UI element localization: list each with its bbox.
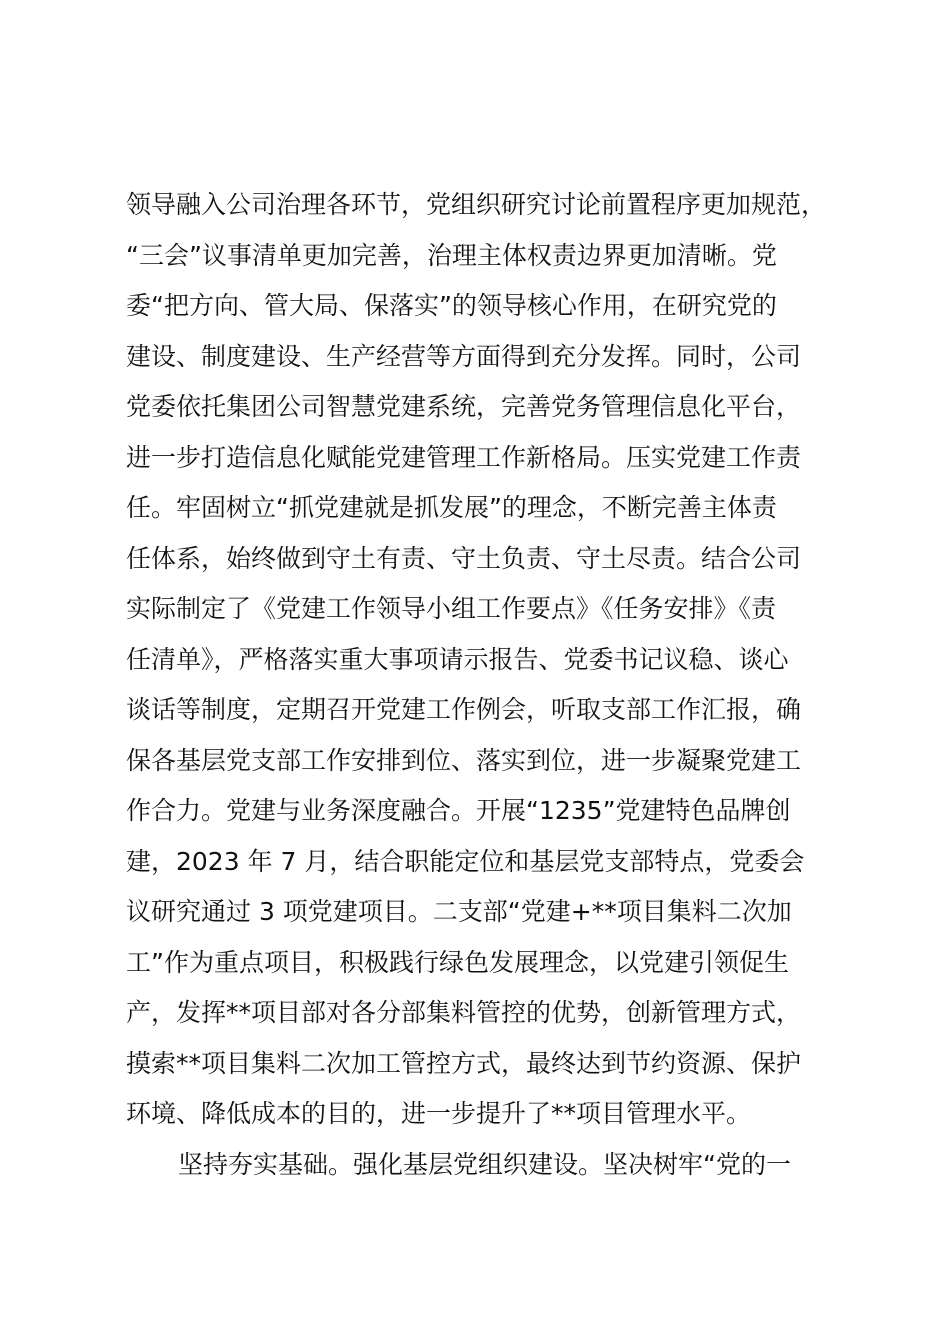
text-line: 产，发挥**项目部对各分部集料管控的优势，创新管理方式， — [126, 998, 802, 1027]
text-line: 摸索**项目集料二次加工管控方式，最终达到节约资源、保护 — [126, 1048, 802, 1078]
text-line: 任清单》，严格落实重大事项请示报告、党委书记议稳、谈心 — [126, 644, 789, 674]
text-line: 环境、降低成本的目的，进一步提升了**项目管理水平。 — [126, 1099, 752, 1128]
text-line: 作合力。党建与业务深度融合。开展“1235”党建特色品牌创 — [126, 796, 791, 825]
text-line: 坚持夯实基础。强化基层党组织建设。坚决树牢“党的一 — [178, 1149, 791, 1179]
text-line: 谈话等制度，定期召开党建工作例会，听取支部工作汇报，确 — [126, 695, 802, 724]
text-line: 任体系，始终做到守土有责、守土负责、守土尽责。结合公司 — [126, 543, 802, 573]
text-line: 进一步打造信息化赋能党建管理工作新格局。压实党建工作责 — [126, 442, 802, 472]
text-line: 任。牢固树立“抓党建就是抓发展”的理念，不断完善主体责 — [126, 493, 777, 522]
text-line: 议研究通过 3 项党建项目。二支部“党建+**项目集料二次加 — [126, 897, 792, 926]
text-line: 建，2023 年 7 月，结合职能定位和基层党支部特点，党委会 — [126, 846, 805, 876]
text-line: 领导融入公司治理各环节，党组织研究讨论前置程序更加规范， — [126, 190, 827, 219]
body-text — [126, 180, 846, 1190]
text-line: 党委依托集团公司智慧党建系统，完善党务管理信息化平台， — [126, 392, 802, 421]
text-line: 工”作为重点项目，积极践行绿色发展理念，以党建引领促生 — [126, 947, 789, 977]
text-line: “三会”议事清单更加完善，治理主体权责边界更加清晰。党 — [126, 240, 777, 270]
text-line: 实际制定了《党建工作领导小组工作要点》《任务安排》《责 — [126, 594, 777, 623]
text-line: 建设、制度建设、生产经营等方面得到充分发挥。同时，公司 — [126, 341, 802, 371]
paragraph-1 — [126, 180, 846, 1140]
text-line: 保各基层党支部工作安排到位、落实到位，进一步凝聚党建工 — [126, 745, 802, 775]
text-line: 委“把方向、管大局、保落实”的领导核心作用，在研究党的 — [126, 291, 777, 320]
paragraph-2 — [126, 1140, 846, 1191]
